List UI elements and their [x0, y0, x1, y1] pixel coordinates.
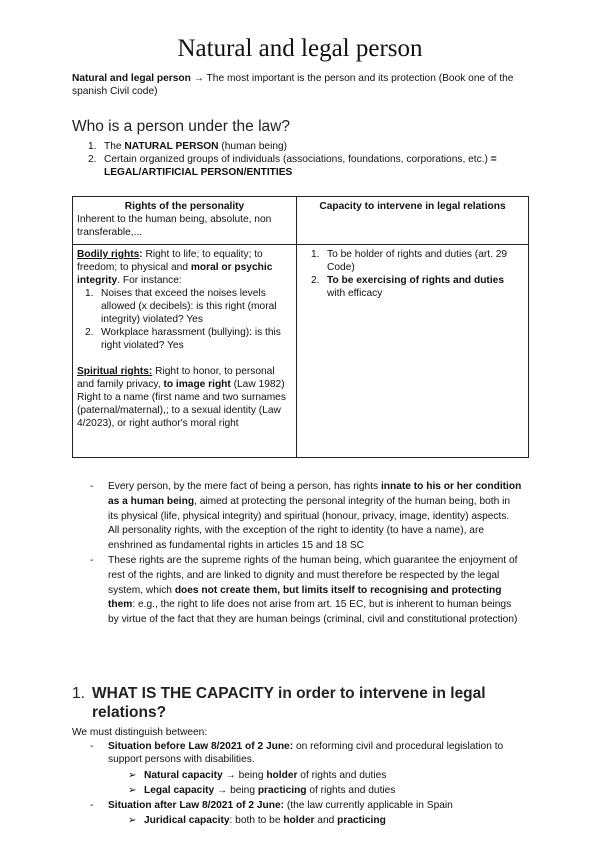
list-item [84, 140, 534, 153]
sub-bold: practicing [257, 785, 307, 796]
sub-text: of rights and duties [297, 770, 387, 781]
list-number: 1. [311, 249, 320, 260]
dash-marker: - [90, 741, 94, 752]
list-text: The [104, 141, 125, 152]
sub-bold: Natural capacity [144, 770, 223, 781]
rights-header: Rights of the personality [124, 201, 245, 212]
list-text: Workplace harassment (bullying): is this right violated? Yes [101, 327, 281, 351]
capacity-cell [297, 245, 529, 458]
capacity-list [301, 248, 524, 300]
list-text: Noises that exceed the noises levels allowed (x decibels): is this right (moral integrity) violated? Yes [101, 288, 277, 325]
sub-bold: holder [283, 815, 315, 826]
note-text: : e.g., the right to life does not arise from art. 15 EC, but is inherent to human beings by virtue of the fact that they are human beings (criminal, civil and constitutional protection) [108, 599, 518, 626]
spiritual-text: Right to honor, to personal and family privacy, [77, 366, 275, 390]
sub-text: : both to be [229, 815, 284, 826]
note-bold: innate to his or her condition as a human being [108, 481, 522, 507]
list-item [90, 480, 522, 554]
item-text: on reforming civil and procedural legislation to support persons with disabilities. [108, 741, 504, 765]
spiritual-text: (Law 1982) [230, 379, 285, 390]
sub-bold: holder [266, 770, 298, 781]
bodily-bold: moral or psychic integrity [77, 262, 273, 286]
spiritual-bold: to image right [163, 379, 231, 390]
list-item [81, 326, 292, 352]
bodily-rights [77, 248, 292, 287]
sub-bold: practicing [337, 815, 386, 826]
rights-cell [73, 245, 297, 458]
note-text: These rights are the supreme rights of the human being, which guarantee the enjoyment of rest of the rights, and are linked to dignity and must therefore be respected by the legal system, which [108, 554, 518, 596]
rights-table [72, 196, 529, 458]
section-heading-person: Who is a person under the law? [72, 118, 290, 135]
item-bold: Situation before Law 8/2021 of 2 June: [108, 741, 294, 752]
list-bold: To be exercising of rights and duties [327, 275, 504, 286]
intro-text: → The most important is the person and its protection (Book one of the spanish Civil code) [72, 73, 514, 97]
list-item [81, 287, 292, 326]
list-item [307, 274, 524, 300]
section-heading-capacity [72, 684, 492, 722]
list-item [90, 799, 530, 812]
bodily-examples [77, 287, 292, 352]
person-list [84, 140, 534, 179]
list-item [128, 769, 528, 782]
spiritual-rights [77, 365, 292, 391]
bodily-colon: : [139, 249, 143, 260]
rights-subheader: Inherent to the human being, absolute, non transferable,... [77, 214, 272, 238]
before-sublist [128, 769, 528, 797]
heading-bold: WHAT IS THE CAPACITY [92, 685, 274, 702]
note-text: Every person, by the mere fact of being a person, has rights [108, 481, 381, 492]
spiritual-label: Spiritual rights: [77, 366, 153, 377]
arrow-icon: ➢ [128, 770, 137, 781]
bodily-label: Bodily rights [77, 249, 140, 260]
intro-paragraph [72, 72, 532, 98]
capacity-lead: We must distinguish between: [72, 727, 208, 738]
intro-bold: Natural and legal person [72, 73, 191, 84]
capacity-header: Capacity to intervene in legal relations [319, 201, 506, 212]
note-bold: does not create them, but limits itself to recognising and protecting them [108, 584, 502, 611]
list-number: 1. [85, 288, 94, 299]
dash-marker: - [90, 481, 94, 492]
heading-number: 1. [72, 685, 85, 702]
list-text: Certain organized groups of individuals (associations, foundations, corporations, etc.) [104, 154, 491, 165]
list-item [128, 814, 528, 827]
item-text: (the law currently applicable in Spain [284, 800, 453, 811]
note-text: , aimed at protecting the personal integrity of the human being, both in its physical (life, physical integrity) and spiritual (honour, privacy, image, identity) aspects. All personality rights, with the exception of the right to identity (to have a name), are enshrined as fundamental rights in articles 15 and 18 SC [108, 495, 511, 552]
list-item [90, 554, 522, 628]
list-item [90, 740, 530, 766]
list-number: 1. [88, 141, 97, 152]
table-header-row [73, 197, 529, 245]
spiritual-name-rights: Right to a name (first name and two surnames (paternal/maternal),; to a sexual identity (Law 4/2023), or right author's moral right [77, 392, 286, 429]
page-title: Natural and legal person [177, 35, 423, 62]
list-text: (human being) [218, 141, 288, 152]
sub-text: and [314, 815, 338, 826]
sub-text: of rights and duties [306, 785, 396, 796]
header-cell-capacity [297, 197, 529, 245]
after-sublist [128, 814, 528, 827]
table-body-row [73, 245, 529, 458]
sub-text: → being [214, 785, 258, 796]
heading-text: in order to intervene in legal relations? [92, 685, 486, 721]
capacity-list-before [90, 740, 530, 766]
list-bold: NATURAL PERSON [124, 141, 219, 152]
list-number: 2. [311, 275, 320, 286]
list-item [307, 248, 524, 274]
list-number: 2. [85, 327, 94, 338]
bodily-text: . For instance: [117, 275, 182, 286]
list-text: To be holder of rights and duties (art. 29 Code) [327, 249, 508, 273]
list-item [84, 153, 534, 179]
arrow-icon: ➢ [128, 785, 137, 796]
sub-bold: Legal capacity [144, 785, 215, 796]
arrow-icon: ➢ [128, 815, 137, 826]
personality-notes [90, 480, 522, 628]
bodily-text: Right to life; to equality; to freedom; to physical and [77, 249, 263, 273]
list-text: with efficacy [327, 288, 383, 299]
dash-marker: - [90, 554, 94, 566]
list-number: 2. [88, 154, 97, 165]
item-bold: Situation after Law 8/2021 of 2 June: [108, 800, 285, 811]
sub-text: → being [222, 770, 267, 781]
list-item [128, 784, 528, 797]
sub-bold: Juridical capacity [144, 815, 230, 826]
dash-marker: - [90, 800, 94, 811]
list-bold: = LEGAL/ARTIFICIAL PERSON/ENTITIES [104, 154, 497, 178]
capacity-list-after [90, 799, 530, 812]
header-cell-rights [73, 197, 297, 245]
